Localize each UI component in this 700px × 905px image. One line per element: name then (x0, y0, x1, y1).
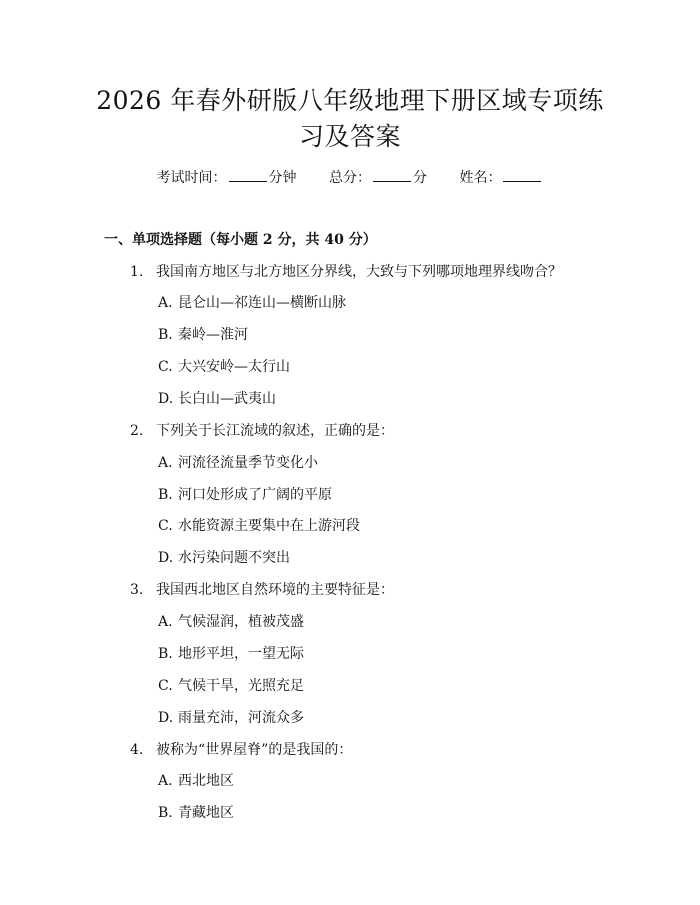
question-3-option-b (158, 644, 304, 664)
option-text: 河口处形成了广阔的平原 (178, 487, 332, 503)
option-text: 秦岭—淮河 (178, 327, 248, 343)
option-text: 雨量充沛，河流众多 (178, 710, 304, 726)
total-score-field (329, 168, 427, 188)
option-letter: A. (158, 773, 173, 789)
total-score-blank (373, 168, 411, 182)
option-text: 水能资源主要集中在上游河段 (178, 518, 360, 534)
option-letter: D. (158, 391, 174, 407)
question-3 (130, 580, 394, 600)
question-text: 我国西北地区自然环境的主要特征是： (156, 582, 394, 598)
question-text: 下列关于长江流域的叙述，正确的是： (156, 423, 394, 439)
question-number: 3. (130, 582, 144, 598)
exam-meta-row (0, 168, 700, 188)
student-name-blank (503, 168, 541, 182)
student-name-field (459, 168, 543, 188)
exam-time-blank (229, 168, 267, 182)
question-text: 我国南方地区与北方地区分界线，大致与下列哪项地理界线吻合？ (156, 264, 562, 280)
option-text: 西北地区 (178, 773, 234, 789)
question-3-option-d (158, 708, 304, 728)
question-number: 1. (130, 264, 144, 280)
option-letter: C. (158, 518, 173, 534)
question-4 (130, 740, 352, 760)
question-2-option-a (158, 453, 318, 473)
option-letter: D. (158, 710, 174, 726)
exam-time-field (157, 168, 297, 188)
question-3-option-a (158, 612, 304, 632)
total-score-label: 总分： (329, 170, 371, 186)
document-title-line-1: 2026 年春外研版八年级地理下册区域专项练 (96, 86, 604, 115)
question-4-option-a (158, 771, 234, 791)
question-2-option-b (158, 485, 332, 505)
exam-time-unit: 分钟 (268, 170, 297, 186)
option-text: 地形平坦，一望无际 (178, 646, 304, 662)
document-title-line-2: 习及答案 (298, 122, 401, 151)
question-number: 2. (130, 423, 144, 439)
option-letter: B. (158, 805, 173, 821)
option-text: 河流径流量季节变化小 (178, 455, 318, 471)
option-text: 昆仑山—祁连山—横断山脉 (178, 295, 346, 311)
question-2 (130, 421, 394, 441)
question-2-option-c (158, 516, 360, 536)
question-1 (130, 262, 562, 282)
question-4-option-b (158, 803, 234, 823)
option-letter: A. (158, 295, 173, 311)
option-text: 大兴安岭—太行山 (178, 359, 290, 375)
option-text: 长白山—武夷山 (178, 391, 276, 407)
option-letter: A. (158, 614, 173, 630)
question-1-option-a (158, 293, 346, 313)
question-3-option-c (158, 676, 304, 696)
option-letter: C. (158, 678, 173, 694)
option-text: 水污染问题不突出 (178, 550, 290, 566)
question-1-option-d (158, 389, 276, 409)
question-number: 4. (130, 742, 144, 758)
question-2-option-d (158, 548, 290, 568)
option-text: 气候湿润，植被茂盛 (178, 614, 304, 630)
option-letter: B. (158, 646, 173, 662)
question-1-option-c (158, 357, 290, 377)
exam-time-label: 考试时间： (156, 170, 227, 186)
total-score-unit: 分 (413, 170, 427, 186)
option-letter: B. (158, 487, 173, 503)
option-letter: C. (158, 359, 173, 375)
option-letter: A. (158, 455, 173, 471)
option-letter: D. (158, 550, 174, 566)
student-name-label: 姓名： (459, 170, 502, 186)
option-letter: B. (158, 327, 173, 343)
section-title-single-choice: 一、单项选择题（每小题 2 分，共 40 分） (104, 232, 377, 248)
question-text: 被称为“世界屋脊”的是我国的： (156, 742, 353, 758)
question-1-option-b (158, 325, 248, 345)
option-text: 青藏地区 (178, 805, 234, 821)
option-text: 气候干旱，光照充足 (178, 678, 304, 694)
